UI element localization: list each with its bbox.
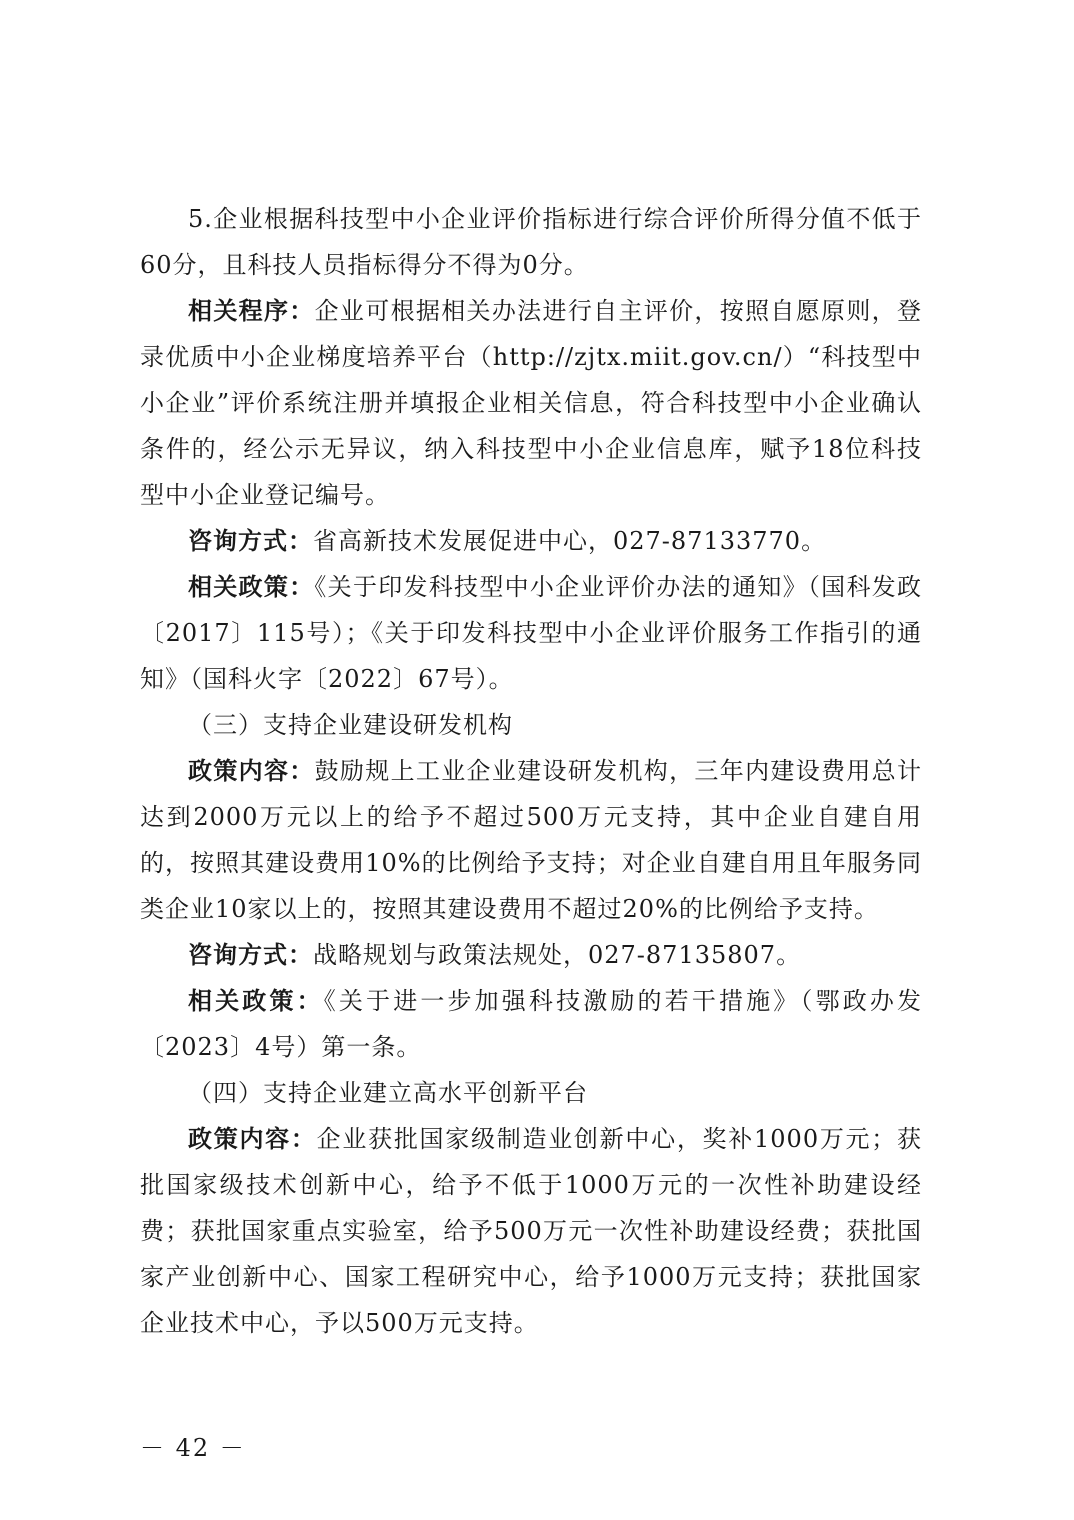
paragraph-text: 企业获批国家级制造业创新中心，奖补1000万元；获批国家级技术创新中心，给予不低于1000万元的一次性补助建设经费；获批国家重点实验室，给予500万元一次性补助建设经费；获批国家产业创新中心、国家工程研究中心，给予1000万元支持；获批国家企业技术中心，予以500万元支持。 <box>140 1125 923 1337</box>
paragraph-label: 相关政策： <box>188 987 324 1015</box>
paragraph-contact-1 <box>140 518 922 564</box>
paragraph-text: 鼓励规上工业企业建设研发机构，三年内建设费用总计达到2000万元以上的给予不超过500万元支持，其中企业自建自用的，按照其建设费用10%的比例给予支持；对企业自建自用且年服务同类企业10家以上的，按照其建设费用不超过20%的比例给予支持。 <box>140 757 923 923</box>
paragraph-text: 省高新技术发展促进中心，027-87133770。 <box>313 527 827 555</box>
paragraph-related-procedure <box>140 288 922 518</box>
paragraph-label: 相关程序： <box>188 297 315 325</box>
paragraph-label: 咨询方式： <box>188 527 313 555</box>
paragraph-text: 《关于印发科技型中小企业评价办法的通知》（国科发政〔2017〕115号）；《关于印发科技型中小企业评价服务工作指引的通知》（国科火字〔2022〕67号）。 <box>140 573 923 693</box>
paragraph-text: 《关于进一步加强科技激励的若干措施》（鄂政办发〔2023〕4号）第一条。 <box>140 987 923 1061</box>
paragraph-related-policy-2 <box>140 978 922 1070</box>
section-heading-3: （三）支持企业建设研发机构 <box>188 711 513 739</box>
paragraph-contact-2 <box>140 932 922 978</box>
page-number: － 42 － <box>140 1434 246 1462</box>
paragraph-criterion-5 <box>140 196 922 288</box>
paragraph-policy-content-2 <box>140 1116 922 1346</box>
paragraph-text: 企业可根据相关办法进行自主评价，按照自愿原则，登录优质中小企业梯度培养平台（http://zjtx.miit.gov.cn/）“科技型中小企业”评价系统注册并填报企业相关信息，符合科技型中小企业确认条件的，经公示无异议，纳入科技型中小企业信息库，赋予18位科技型中小企业登记编号。 <box>140 297 923 509</box>
paragraph-policy-content-1 <box>140 748 922 932</box>
document-body <box>140 196 922 1346</box>
paragraph-related-policy-1 <box>140 564 922 702</box>
paragraph-label: 政策内容： <box>188 1125 317 1153</box>
section-heading-4: （四）支持企业建立高水平创新平台 <box>188 1079 588 1107</box>
paragraph-text: 5.企业根据科技型中小企业评价指标进行综合评价所得分值不低于60分，且科技人员指标得分不得为0分。 <box>140 205 922 279</box>
paragraph-text: 战略规划与政策法规处，027-87135807。 <box>313 941 802 969</box>
paragraph-label: 咨询方式： <box>188 941 313 969</box>
paragraph-label: 政策内容： <box>188 757 315 785</box>
paragraph-label: 相关政策： <box>188 573 315 601</box>
